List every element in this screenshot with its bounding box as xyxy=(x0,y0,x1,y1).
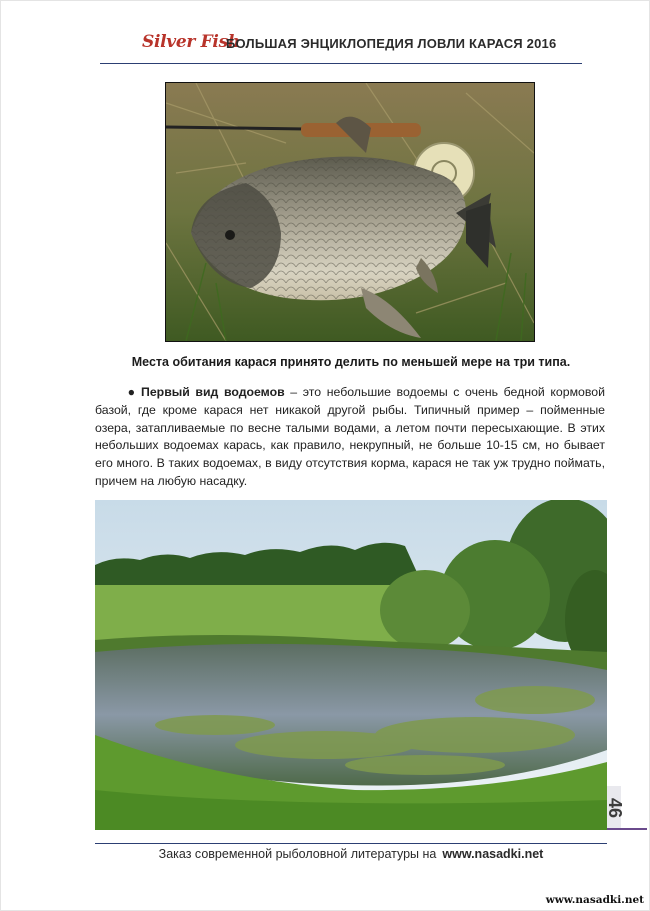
page-number-underline xyxy=(607,828,647,830)
bullet: ● xyxy=(127,385,135,399)
pond-photo xyxy=(95,500,607,830)
page-header xyxy=(100,30,582,64)
habitat-caption: Места обитания карася принято делить по меньшей мере на три типа. xyxy=(131,355,571,369)
page-footer xyxy=(95,847,607,861)
watermark: www.nasadki.net xyxy=(545,894,644,906)
book-title: БОЛЬШАЯ ЭНЦИКЛОПЕДИЯ ЛОВЛИ КАРАСЯ 2016 xyxy=(226,36,557,51)
paragraph-lead: Первый вид водоемов xyxy=(141,385,285,399)
brand-logo: Silver Fish xyxy=(142,32,240,52)
header-rule xyxy=(100,63,582,64)
page-number: 46 xyxy=(605,797,625,819)
paragraph-text: – это небольшие водоемы с очень бедной кормовой базой, где кроме карася нет никакой другой рыбы. Типичный пример – пойменные озера, затапливаемые по весне талыми водами, а летом почти пересыхающие. В этих небольших водоемах карась, как правило, некрупный, не больше 10-15 см, но бывает его много. В таких водоемах, в виду отсутствия корма, карася не так уж трудно поймать, причем на любую насадку. xyxy=(95,385,605,488)
footer-text: Заказ современной рыболовной литературы на xyxy=(158,847,437,861)
first-pond-type-paragraph xyxy=(95,384,605,491)
footer-site-link[interactable]: www.nasadki.net xyxy=(442,847,544,861)
crucian-carp-photo xyxy=(165,82,535,342)
footer-rule xyxy=(95,843,607,844)
